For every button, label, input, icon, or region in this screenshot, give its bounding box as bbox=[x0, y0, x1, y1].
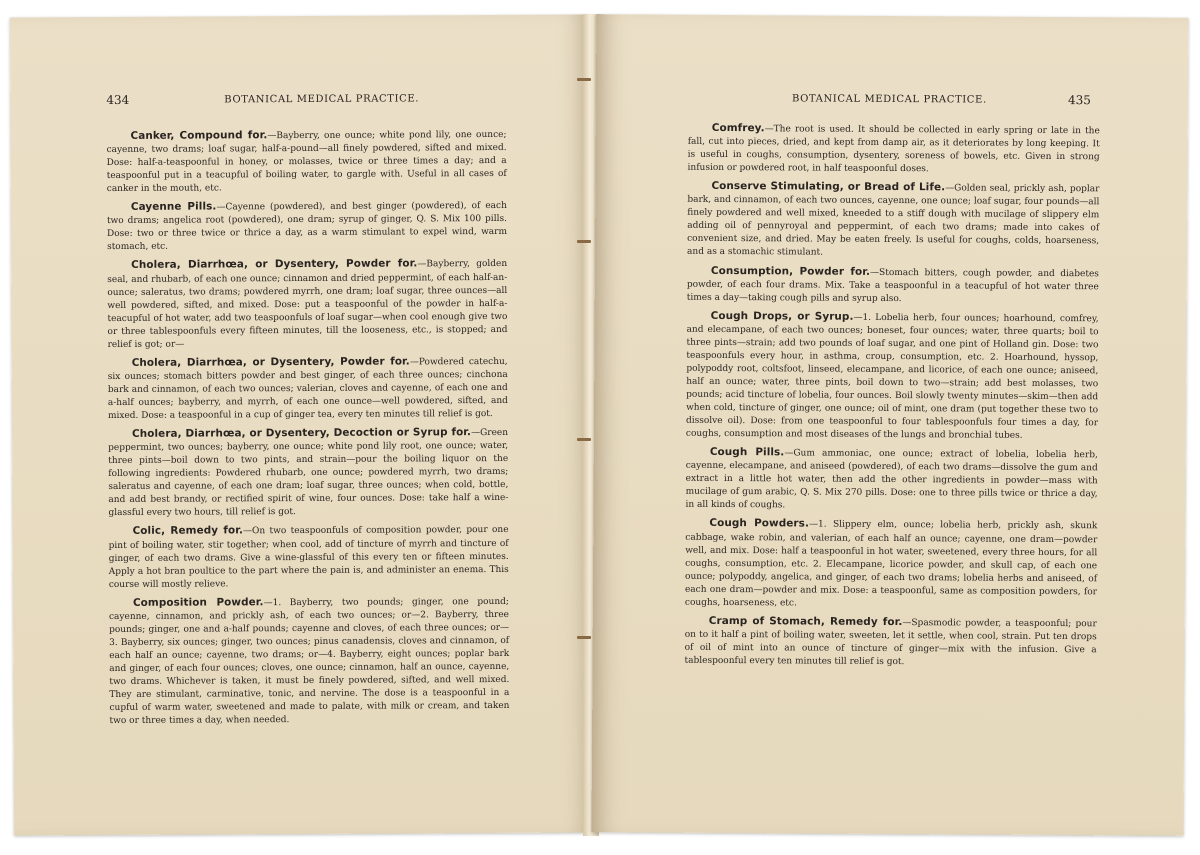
entry-canker bbox=[106, 127, 506, 196]
entry-title: Cholera, Diarrhœa, or Dysentery, Decoction or Syrup for. bbox=[132, 426, 472, 440]
entry-body: —Powdered catechu, six ounces; stomach bitters powder and best ginger, of each three ounces; cinchona bark and cinnamon, of each two ounces; valerian, cloves and cayenne, of each one and a-half ounces; bayberry, and myrrh, of each one ounce—well powdered, sifted, and mixed. Dose: a teaspoonful in a cup of ginger tea, every ten minutes till relief is got. bbox=[107, 356, 508, 422]
entry-cough-drops bbox=[686, 308, 1099, 443]
entry-title: Comfrey. bbox=[711, 121, 765, 135]
entry-title: Cholera, Diarrhœa, or Dysentery, Powder for. bbox=[131, 355, 410, 369]
binding-stitch bbox=[577, 636, 591, 639]
entry-consumption-powder bbox=[687, 263, 1099, 307]
binding-stitch bbox=[577, 78, 591, 81]
entry-body: —The root is used. It should be collected in early spring or late in the fall, cut into pieces, dried, and kept from damp air, as it deteriorates by long keeping. It is useful in coughs, consumption, dysentery, soreness of bowels, etc. Given in strong infusion or powdered root, in half teaspoonful doses. bbox=[687, 124, 1100, 175]
entry-title: Cholera, Diarrhœa, or Dysentery, Powder for. bbox=[131, 257, 418, 272]
entry-colic bbox=[109, 522, 509, 591]
binding-stitch bbox=[577, 240, 591, 243]
left-running-head: BOTANICAL MEDICAL PRACTICE. bbox=[224, 93, 420, 106]
entry-body: —Green peppermint, two ounces; bayberry, one ounce; white pond lily root, one ounce; water, three pints—boil down to two pints, and strain—pour the boiling liquor on the following ingredients: Powdered rhubarb, one ounce; powdered myrrh, two drams; saleratus and cayenne, of each one dram; loaf sugar, three ounces; when cold, bottle, and add best brandy, or rectified spirit of wine, four ounces. Dose: take half a wine-glassful every two hours, till relief is got. bbox=[108, 428, 509, 519]
entry-title: Colic, Remedy for. bbox=[132, 524, 244, 538]
entry-conserve-stimulating bbox=[687, 179, 1099, 262]
entry-body: —1. Slippery elm, ounce; lobelia herb, prickly ash, skunk cabbage, wake robin, and valerian, of each half an ounce; cayenne, one dram—powder well, and mix. Dose: half a teaspoonful in hot water, sweetened, every three hours, for all coughs, consumption, etc. 2. Elecampane, licorice powder, and skull cap, of each one ounce; polypoddy, angelica, and ginger, of each two drams; lobelia herbs and aniseed, of each one dram—powder and mix. Dose: a teaspoonful, same as composition powders, for coughs, hoarseness, etc. bbox=[684, 519, 1098, 609]
entry-body: —Gum ammoniac, one ounce; extract of lobelia, lobelia herb, cayenne, elecampane, and aniseed (powdered), of each two drams—dissolve the gum and extract in a little hot water, then add the other ingredients in powder—mass with mucilage of gum arabic, Q. S. Mix 270 pills. Dose: one to three pills twice or thrice a day, in all kinds of coughs. bbox=[685, 448, 1098, 511]
entry-cholera-powder-2 bbox=[108, 354, 508, 423]
entry-body: —1. Bayberry, two pounds; ginger, one pound; cayenne, cinnamon, and prickly ash, of each two ounces; or—2. Bayberry, three pounds; ginger, one and a-half pounds; cayenne and cloves, of each three ounces; or—3. Bayberry, six ounces; ginger, two ounces; pinus canadensis, cloves and cinnamon, of each half an ounce; cayenne, two drams; or—4. Bayberry, eight ounces; poplar bark and ginger, of each four ounces; cloves, one ounce; cinnamon, half an ounce, cayenne, two drams. Whichever is taken, it must be finely powdered, sifted, and well mixed. They are stimulant, carminative, tonic, and nervine. The dose is a teaspoonful in a cupful of warm water, sweetened and made to palate, with milk or cream, and taken two or three times a day, when needed. bbox=[108, 596, 510, 727]
entry-cholera-decoction bbox=[108, 425, 508, 520]
entry-cough-pills bbox=[685, 445, 1097, 515]
entry-cough-powders bbox=[685, 516, 1098, 612]
entry-body: —Cayenne (powdered), and best ginger (powdered), of each two drams; angelica root (powdered), one dram; syrup of ginger, Q. S. Mix 100 pills. Dose: two or three twice or thrice a day, as a warm stimulant to expel wind, warm stomach, etc. bbox=[106, 201, 508, 253]
entry-title: Consumption, Powder for. bbox=[710, 264, 871, 278]
entry-title: Cough Pills. bbox=[709, 446, 785, 459]
entry-body: —Golden seal, prickly ash, poplar bark, and cinnamon, of each two ounces, cayenne, one ounce; loaf sugar, four pounds—all finely powdered and well mixed, kneeded to a stiff dough with mucilage of slippery elm adding oil of pennyroyal and peppermint, of each two drams; made into cakes of convenient size, and dried. May be eaten freely. Is useful for coughs, colds, hoarseness, and as a stomachic stimulant. bbox=[687, 183, 1100, 259]
entry-body: —On two teaspoonfuls of composition powder, pour one pint of boiling water, stir together; when cool, add of tincture of myrrh and tincture of ginger, of each two drams. Give a wine-glassful of this every ten or fifteen minutes. Apply a hot bran poultice to the part where the pain is, and administer an enema. This course will mostly relieve. bbox=[108, 525, 509, 590]
entry-comfrey bbox=[688, 121, 1100, 178]
left-page-text bbox=[106, 127, 509, 732]
binding-stitch bbox=[577, 438, 591, 441]
entry-composition-powder bbox=[109, 594, 510, 729]
entry-body: —Stomach bitters, cough powder, and diabetes powder, of each four drams. Mix. Take a teaspoonful in a teacupful of hot water three times a day—taking cough pills and syrup also. bbox=[686, 267, 1099, 304]
entry-body: —Bayberry, golden seal, and rhubarb, of each one ounce; cinnamon and dried peppermint, of each half-an-ounce; saleratus, two drams; powdered myrrh, one dram; loaf sugar, three ounces—all well powdered, sifted, and mixed. Dose: put a teaspoonful of the powder in half-a-teacupful of hot water, add two teaspoonfuls of loaf sugar—when cool enough give two or three tablespoonfuls every fifteen minutes, till the looseness, etc., is stopped; and relief is got; or— bbox=[107, 259, 508, 350]
entry-title: Cramp of Stomach, Remedy for. bbox=[708, 614, 903, 628]
entry-body: —1. Lobelia herb, four ounces; hoarhound, comfrey, and elecampane, of each two ounces; boneset, four ounces; water, three quarts; boil to three pints—strain; add two pounds of loaf sugar, and one pint of Holland gin. Dose: two teaspoonfuls every hour, in asthma, croup, consumption, etc. 2. Hoarhound, hyssop, polypoddy root, coltsfoot, linseed, elecampane, and licorice, of each one ounce; aniseed, half an ounce; water, three pints, boil down to two—strain; add best molasses, two pounds; acid tincture of lobelia, four ounces. Boil slowly twenty minutes—skim—then add when cold, tincture of ginger, one ounce; oil of mint, one dram (put together these two to dissolve oil). Dose: from one teaspoonful to four tablespoonfuls four times a day, for coughs, consumption and most diseases of the lungs and bronchial tubes. bbox=[685, 312, 1099, 441]
left-page-number: 434 bbox=[106, 92, 130, 108]
entry-title: Conserve Stimulating, or Bread of Life. bbox=[711, 180, 946, 194]
entry-title: Cough Drops, or Syrup. bbox=[710, 309, 854, 323]
left-page bbox=[10, 14, 594, 835]
entry-body: —Spasmodic powder, a teaspoonful; pour on to it half a pint of boiling water, sweeten, let it settle, when cool, strain. Put ten drops of oil of mint into an ounce of tincture of ginger—mix with the infusion. Give a tablespoonful every ten minutes till relief is got. bbox=[684, 617, 1097, 668]
entry-cholera-powder-1 bbox=[107, 256, 507, 351]
right-page bbox=[592, 14, 1189, 836]
entry-title: Cough Powders. bbox=[709, 517, 810, 530]
entry-title: Canker, Compound for. bbox=[130, 129, 268, 142]
right-page-text bbox=[684, 121, 1099, 675]
entry-cayenne-pills bbox=[107, 198, 507, 254]
right-running-head: BOTANICAL MEDICAL PRACTICE. bbox=[791, 93, 987, 106]
entry-body: —Bayberry, one ounce; white pond lily, one ounce; cayenne, two drams; loaf sugar, half-a-pound—all finely powdered, sifted and mixed. Dose: half-a-teaspoonful in honey, or molasses, twice or three times a day; and a teaspoonful put in a teacupful of boiling water, to gargle with. Useful in all cases of canker in the mouth, etc. bbox=[106, 129, 507, 195]
entry-title: Cayenne Pills. bbox=[130, 200, 217, 214]
entry-title: Composition Powder. bbox=[132, 595, 264, 609]
right-page-number: 435 bbox=[1067, 93, 1091, 108]
entry-cramp-of-stomach bbox=[685, 614, 1097, 671]
